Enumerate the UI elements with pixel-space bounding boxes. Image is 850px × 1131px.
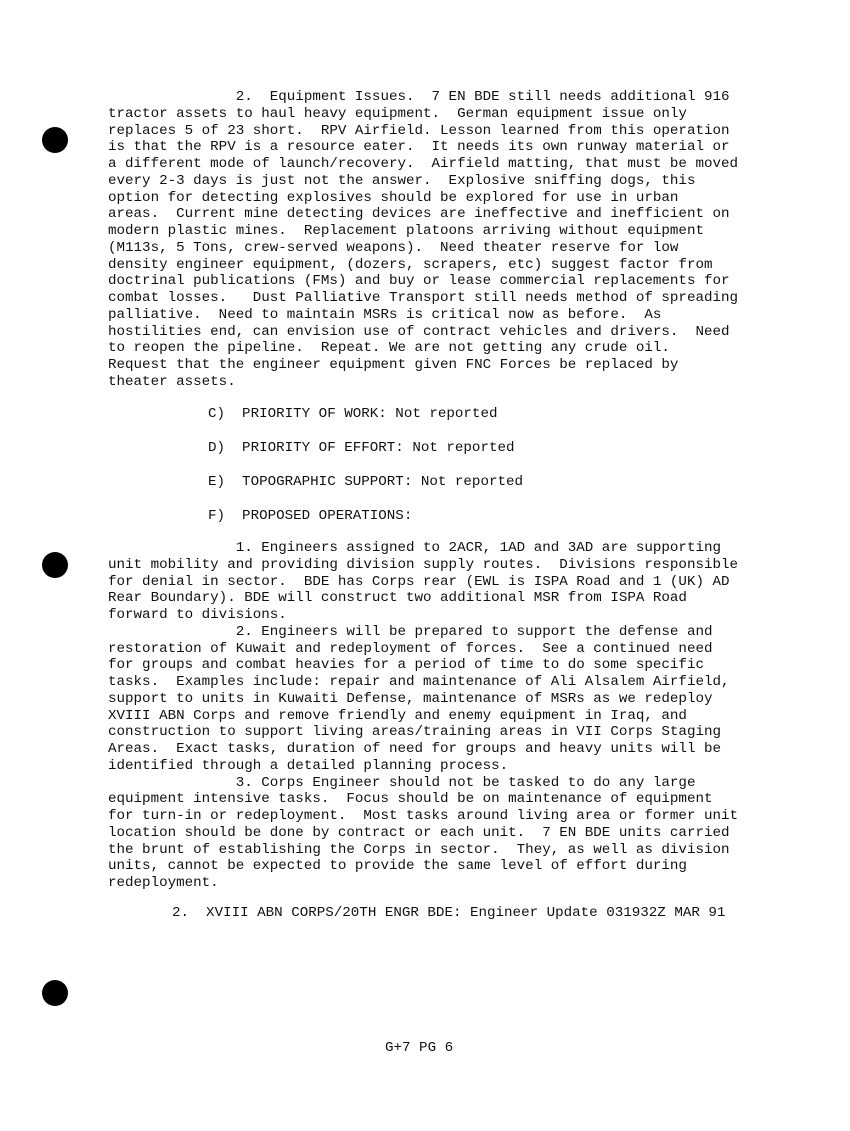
text-line: theater assets.: [108, 373, 236, 390]
section-heading: 2. XVIII ABN CORPS/20TH ENGR BDE: Engineer Update 031932Z MAR 91: [172, 905, 726, 921]
text-line: 3. Corps Engineer should not be tasked to do any large: [108, 774, 696, 791]
text-line: areas. Current mine detecting devices are ineffective and inefficient on: [108, 206, 730, 223]
text-line: Request that the engineer equipment given FNC Forces be replaced by: [108, 357, 679, 373]
text-line: unit mobility and providing division supply routes. Divisions responsible: [108, 556, 739, 573]
text-line: tractor assets to haul heavy equipment. German equipment issue only: [108, 105, 687, 122]
page-footer: G+7 PG 6: [385, 1040, 454, 1056]
text-line: Areas. Exact tasks, duration of need for groups and heavy units will be: [108, 741, 721, 757]
text-line: units, cannot be expected to provide the same level of effort during: [108, 858, 687, 875]
text-line: palliative. Need to maintain MSRs is critical now as before. As: [108, 306, 662, 323]
equipment-issues-paragraph: [108, 89, 738, 391]
punch-hole-top: [42, 127, 68, 153]
text-line: restoration of Kuwait and redeployment of forces. See a continued need: [108, 640, 713, 657]
text-line: modern plastic mines. Replacement platoons arriving without equipment: [108, 223, 704, 239]
text-line: combat losses. Dust Palliative Transport still needs method of spreading: [108, 290, 739, 306]
text-line: (M113s, 5 Tons, crew-served weapons). Need theater reserve for low: [108, 239, 679, 256]
text-line: location should be done by contract or each unit. 7 EN BDE units carried: [108, 824, 730, 841]
text-line: XVIII ABN Corps and remove friendly and enemy equipment in Iraq, and: [108, 707, 687, 724]
text-line: doctrinal publications (FMs) and buy or lease commercial replacements for: [108, 273, 730, 290]
text-line: replaces 5 of 23 short. RPV Airfield. Lesson learned from this operation: [108, 122, 730, 139]
text-line: to reopen the pipeline. Repeat. We are not getting any crude oil.: [108, 340, 670, 357]
text-line: for turn-in or redeployment. Most tasks around living area or former unit: [108, 808, 739, 824]
text-line: for groups and combat heavies for a period of time to do some specific: [108, 657, 704, 674]
text-line: identified through a detailed planning process.: [108, 757, 509, 774]
topographic-support: E) TOPOGRAPHIC SUPPORT: Not reported: [208, 474, 524, 490]
text-line: tasks. Examples include: repair and maintenance of Ali Alsalem Airfield,: [108, 674, 730, 690]
text-line: option for detecting explosives should be explored for use in urban: [108, 189, 679, 206]
text-line: Rear Boundary). BDE will construct two additional MSR from ISPA Road: [108, 590, 687, 607]
priority-of-work: C) PRIORITY OF WORK: Not reported: [208, 406, 498, 422]
proposed-operations-heading: F) PROPOSED OPERATIONS:: [208, 508, 413, 524]
text-line: construction to support living areas/training areas in VII Corps Staging: [108, 724, 721, 741]
text-line: 2. Equipment Issues. 7 EN BDE still needs additional 916: [108, 89, 730, 105]
proposed-operations-paragraphs: [108, 540, 738, 892]
punch-hole-bottom: [42, 980, 68, 1006]
text-line: equipment intensive tasks. Focus should be on maintenance of equipment: [108, 791, 713, 808]
text-line: for denial in sector. BDE has Corps rear (EWL is ISPA Road and 1 (UK) AD: [108, 573, 730, 590]
text-line: density engineer equipment, (dozers, scrapers, etc) suggest factor from: [108, 256, 713, 273]
text-line: support to units in Kuwaiti Defense, maintenance of MSRs as we redeploy: [108, 690, 713, 707]
priority-of-effort: D) PRIORITY OF EFFORT: Not reported: [208, 440, 515, 456]
text-line: 2. Engineers will be prepared to support the defense and: [108, 623, 713, 640]
text-line: is that the RPV is a resource eater. It needs its own runway material or: [108, 139, 730, 156]
text-line: the brunt of establishing the Corps in sector. They, as well as division: [108, 841, 730, 858]
text-line: hostilities end, can envision use of contract vehicles and drivers. Need: [108, 323, 730, 340]
text-line: 1. Engineers assigned to 2ACR, 1AD and 3AD are supporting: [108, 540, 721, 556]
punch-hole-middle: [42, 552, 68, 578]
text-line: every 2-3 days is just not the answer. Explosive sniffing dogs, this: [108, 172, 696, 189]
text-line: a different mode of launch/recovery. Airfield matting, that must be moved: [108, 156, 739, 172]
text-line: forward to divisions.: [108, 607, 287, 623]
text-line: redeployment.: [108, 875, 219, 891]
